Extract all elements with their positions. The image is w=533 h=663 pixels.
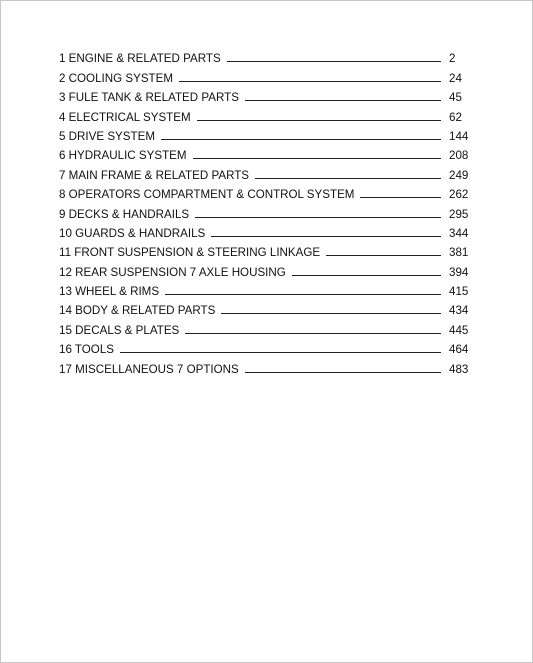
toc-entry-page: 62 [449, 110, 462, 124]
toc-entry-title: 4 ELECTRICAL SYSTEM [59, 110, 191, 124]
toc-entry-page: 262 [449, 188, 469, 202]
toc-entry-page: 249 [449, 168, 469, 182]
toc-entry-title: 1 ENGINE & RELATED PARTS [59, 52, 221, 66]
toc-entry[interactable] [59, 317, 477, 336]
toc-entry[interactable] [59, 240, 477, 259]
toc-entry-title: 9 DECKS & HANDRAILS [59, 207, 190, 221]
toc-entry-page: 344 [449, 226, 469, 240]
toc-entry-page: 295 [449, 207, 469, 221]
toc-leader-line [161, 139, 441, 140]
toc-entry[interactable] [59, 182, 477, 201]
toc-entry[interactable] [59, 124, 477, 143]
toc-entry[interactable] [59, 259, 477, 278]
toc-entry[interactable] [59, 104, 477, 123]
toc-entry-title: 7 MAIN FRAME & RELATED PARTS [59, 168, 250, 182]
toc-leader-line [255, 178, 441, 179]
toc-entry-page: 24 [449, 71, 462, 85]
toc-leader-line [179, 81, 441, 82]
toc-leader-line [120, 352, 441, 353]
toc-entry[interactable] [59, 162, 477, 181]
toc-entry-page: 415 [449, 285, 469, 299]
toc-entry-title: 3 FULE TANK & RELATED PARTS [59, 91, 239, 105]
toc-leader-line [245, 100, 441, 101]
toc-entry-title: 12 REAR SUSPENSION 7 AXLE HOUSING [59, 265, 286, 279]
table-of-contents [59, 46, 477, 376]
toc-entry-title: 2 COOLING SYSTEM [59, 71, 174, 85]
toc-entry-title: 15 DECALS & PLATES [59, 323, 180, 337]
toc-entry-page: 208 [449, 149, 469, 163]
toc-entry-page: 445 [449, 323, 469, 337]
toc-entry[interactable] [59, 356, 477, 375]
toc-leader-line [165, 294, 441, 295]
toc-entry-title: 10 GUARDS & HANDRAILS [59, 226, 206, 240]
toc-leader-line [292, 275, 441, 276]
toc-leader-line [197, 120, 441, 121]
toc-entry-title: 6 HYDRAULIC SYSTEM [59, 149, 187, 163]
toc-leader-line [360, 197, 441, 198]
toc-leader-line [326, 255, 441, 256]
toc-entry[interactable] [59, 298, 477, 317]
toc-entry[interactable] [59, 65, 477, 84]
toc-entry-page: 483 [449, 362, 469, 376]
toc-entry-title: 8 OPERATORS COMPARTMENT & CONTROL SYSTEM [59, 188, 355, 202]
toc-entry-page: 2 [449, 52, 456, 66]
toc-entry-page: 464 [449, 343, 469, 357]
toc-entry[interactable] [59, 201, 477, 220]
toc-entry-title: 13 WHEEL & RIMS [59, 285, 160, 299]
toc-entry[interactable] [59, 221, 477, 240]
toc-leader-line [195, 217, 441, 218]
toc-entry-page: 381 [449, 246, 469, 260]
toc-entry-page: 434 [449, 304, 469, 318]
toc-entry[interactable] [59, 143, 477, 162]
toc-entry[interactable] [59, 337, 477, 356]
toc-entry-title: 14 BODY & RELATED PARTS [59, 304, 216, 318]
toc-entry-title: 17 MISCELLANEOUS 7 OPTIONS [59, 362, 239, 376]
toc-entry-title: 5 DRIVE SYSTEM [59, 129, 155, 143]
toc-entry-page: 394 [449, 265, 469, 279]
toc-entry-page: 45 [449, 91, 462, 105]
toc-entry-title: 16 TOOLS [59, 343, 114, 357]
toc-entry[interactable] [59, 46, 477, 65]
toc-entry-page: 144 [449, 129, 469, 143]
toc-entry[interactable] [59, 279, 477, 298]
toc-entry-title: 11 FRONT SUSPENSION & STEERING LINKAGE [59, 246, 321, 260]
toc-leader-line [193, 158, 441, 159]
toc-leader-line [227, 61, 441, 62]
toc-entry[interactable] [59, 85, 477, 104]
toc-leader-line [221, 313, 441, 314]
toc-leader-line [211, 236, 441, 237]
toc-leader-line [245, 372, 441, 373]
toc-leader-line [185, 333, 441, 334]
